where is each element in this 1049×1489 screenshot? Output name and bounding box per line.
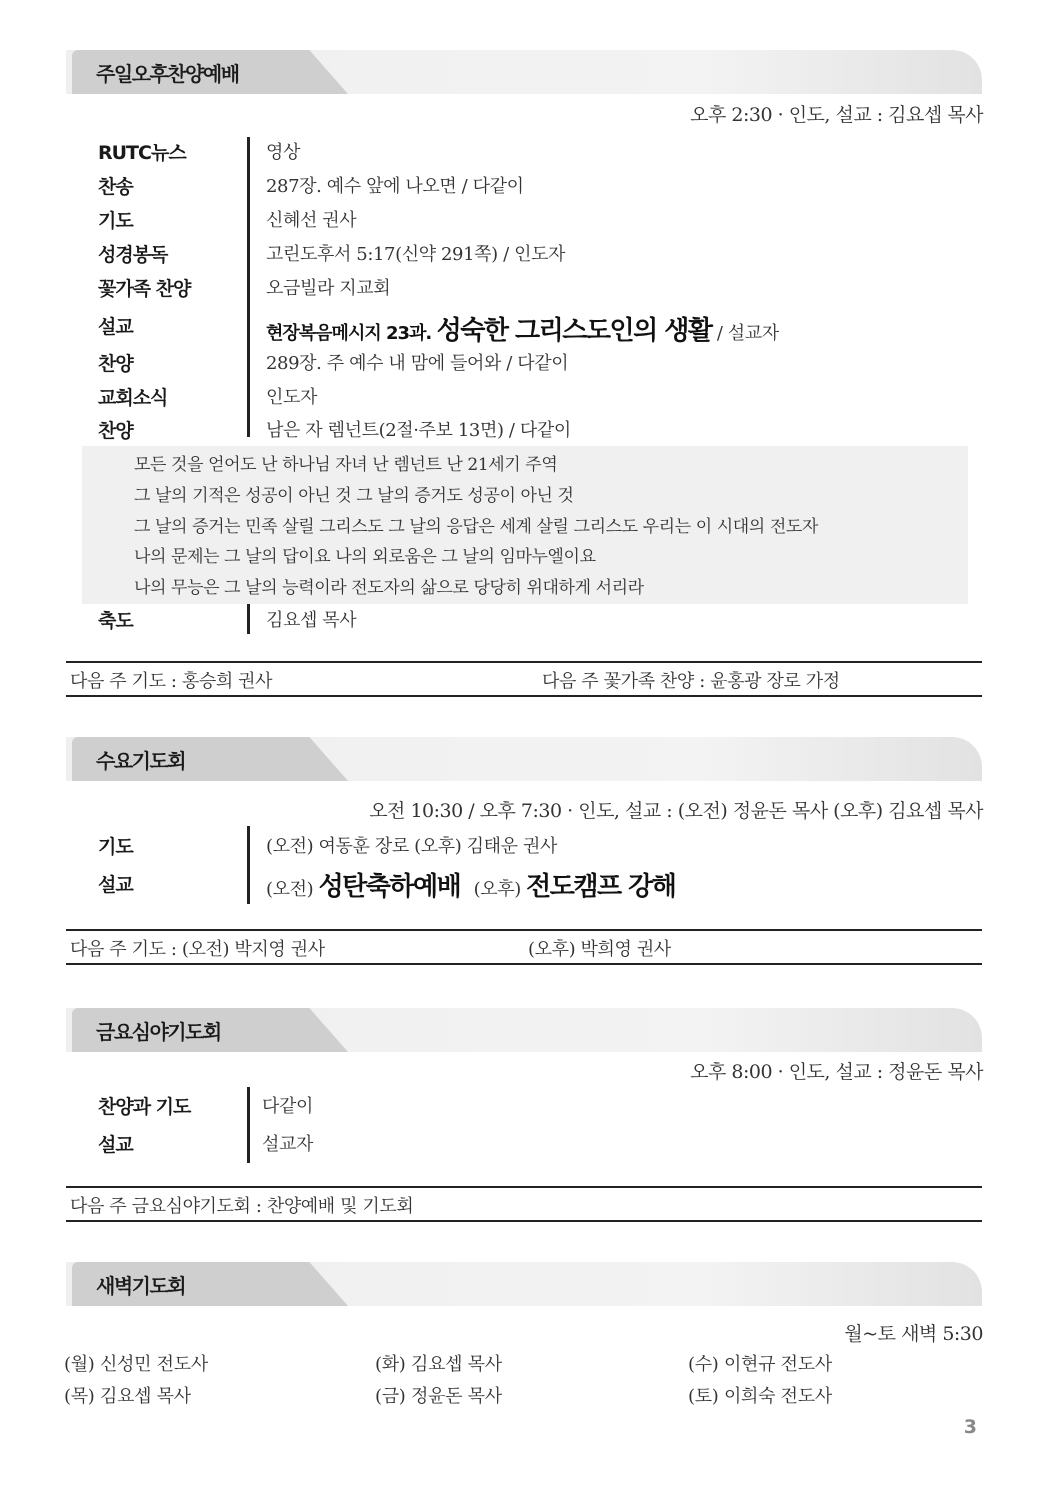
section-title: 금요심야기도회 (96, 1020, 221, 1044)
service-time: 오후 2:30 · 인도, 설교 : 김요셉 목사 (690, 104, 983, 126)
next-week-bar (66, 929, 982, 965)
next-friday: 다음 주 금요심야기도회 : 찬양예배 및 기도회 (70, 1196, 414, 1217)
next-week-bar (66, 661, 982, 697)
section-header-wednesday (66, 737, 982, 781)
next-prayer: 다음 주 기도 : 홍승희 권사 (70, 671, 273, 692)
lyrics-line: 그 날의 기적은 성공이 아닌 것 그 날의 증거도 성공이 아닌 것 (134, 486, 574, 506)
next-prayer-am: 다음 주 기도 : (오전) 박지영 권사 (70, 939, 325, 960)
next-week-bar (66, 1186, 982, 1222)
sermon-title-am: 성탄축하예배 (318, 872, 461, 902)
dawn-entry: (월) 신성민 전도사 (64, 1354, 208, 1375)
page-number: 3 (963, 1416, 977, 1438)
dawn-entry: (토) 이희숙 전도사 (688, 1386, 832, 1407)
dawn-entry: (목) 김요셉 목사 (64, 1386, 191, 1407)
sermon-series: 현장복음메시지 23과. (266, 323, 432, 344)
lyrics-line: 나의 문제는 그 날의 답이요 나의 외로움은 그 날의 임마누엘이요 (134, 547, 596, 567)
section-title: 수요기도회 (96, 749, 186, 773)
next-prayer-pm: (오후) 박희영 권사 (528, 939, 671, 960)
service-time: 월~토 새벽 5:30 (844, 1323, 983, 1345)
lyrics-line: 그 날의 증거는 민족 살릴 그리스도 그 날의 응답은 세계 살릴 그리스도 우리는 이 시대의 전도자 (134, 517, 818, 537)
section-header-friday (66, 1008, 982, 1052)
section-title: 주일오후찬양예배 (96, 62, 239, 86)
dawn-entry: (화) 김요셉 목사 (375, 1354, 502, 1375)
dawn-entry: (수) 이현규 전도사 (688, 1354, 832, 1375)
service-time: 오전 10:30 / 오후 7:30 · 인도, 설교 : (오전) 정윤돈 목사 (오후) 김요셉 목사 (369, 800, 983, 822)
next-flower: 다음 주 꽃가족 찬양 : 윤홍광 장로 가정 (542, 671, 840, 692)
section-title: 새벽기도회 (96, 1274, 186, 1298)
lyrics-box (82, 446, 968, 604)
lyrics-line: 모든 것을 얻어도 난 하나님 자녀 난 렘넌트 난 21세기 주역 (134, 455, 558, 475)
sermon-title-pm: 전도캠프 강해 (526, 872, 676, 902)
section-header-dawn (66, 1262, 982, 1306)
section-header-sunday (66, 50, 982, 94)
sermon-by: / 설교자 (716, 323, 779, 344)
dawn-entry: (금) 정윤돈 목사 (375, 1386, 502, 1407)
lyrics-line: 나의 무능은 그 날의 능력이라 전도자의 삶으로 당당히 위대하게 서리라 (134, 578, 644, 598)
service-time: 오후 8:00 · 인도, 설교 : 정윤돈 목사 (690, 1061, 983, 1083)
sermon-title: 성숙한 그리스도인의 생활 (436, 316, 712, 346)
